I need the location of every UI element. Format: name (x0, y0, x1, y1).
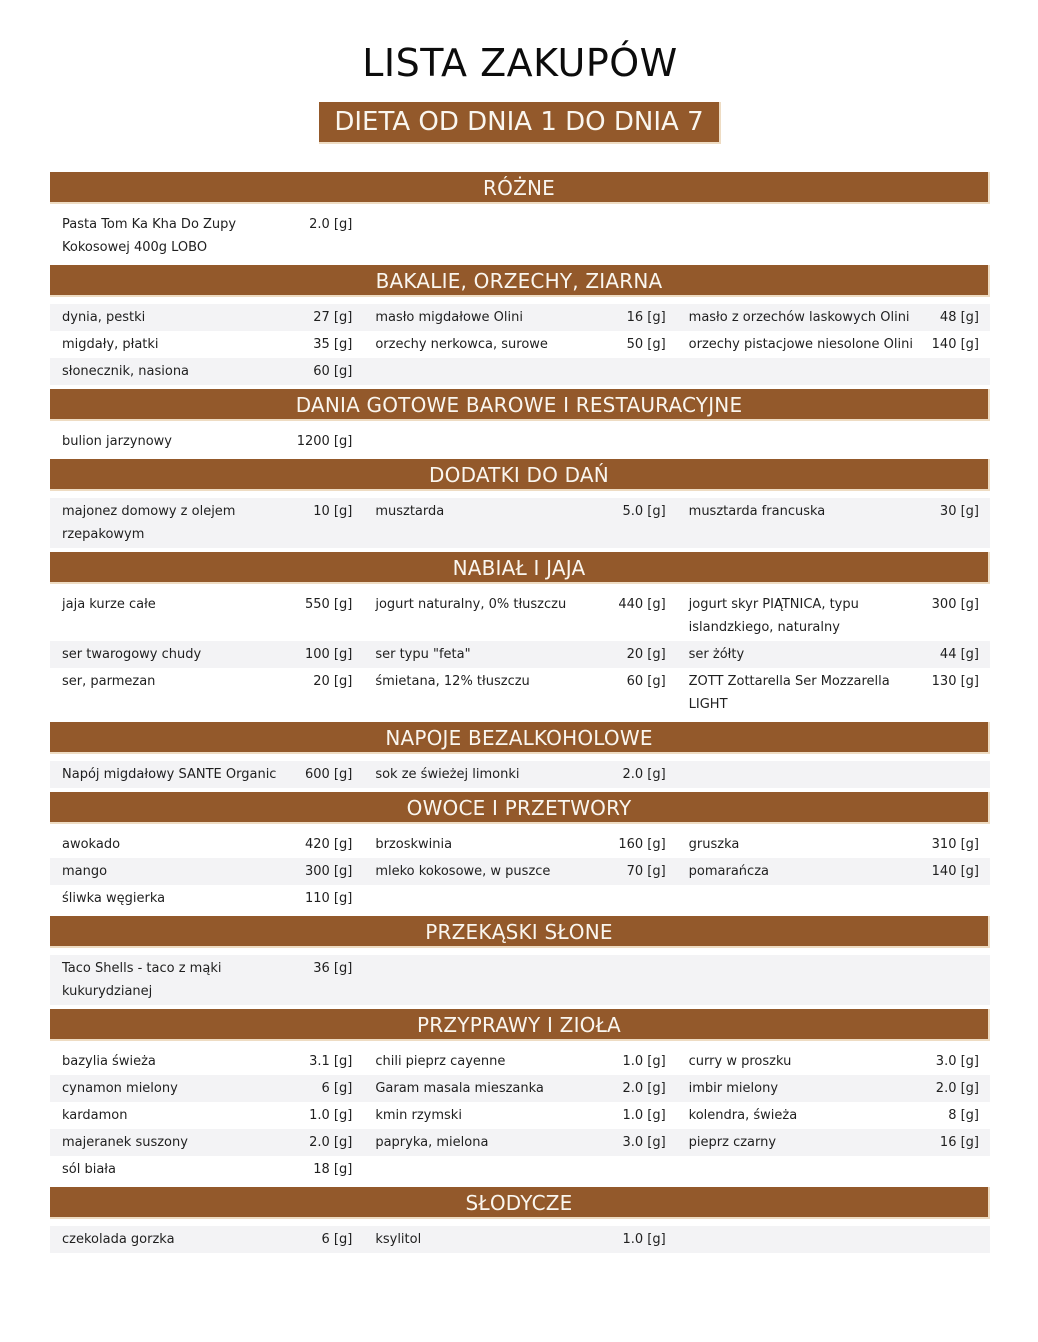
item-cell-empty (677, 887, 990, 910)
item-cell (363, 763, 676, 786)
item-cell (363, 1228, 676, 1251)
item-name: majeranek suszony (62, 1135, 188, 1150)
section-rows (50, 824, 990, 914)
item-cell (363, 1131, 676, 1154)
item-name: kmin rzymski (375, 1108, 462, 1123)
item-name: ser żółty (688, 647, 745, 662)
item-qty: 1.0 [g] (622, 1232, 666, 1247)
item-qty: 60 [g] (313, 364, 353, 379)
diet-banner-container (50, 102, 990, 144)
item-cell-empty (677, 213, 990, 259)
item-qty: 60 [g] (626, 674, 666, 689)
item-cell (50, 1077, 363, 1100)
item-name: ser, parmezan (62, 674, 156, 689)
item-cell-empty (363, 887, 676, 910)
item-qty: 18 [g] (313, 1162, 353, 1177)
item-cell (363, 860, 676, 883)
item-qty: 2.0 [g] (309, 217, 353, 232)
item-qty: 35 [g] (313, 337, 353, 352)
item-cell (677, 500, 990, 546)
item-qty: 6 [g] (321, 1081, 353, 1096)
section-header: NABIAŁ I JAJA (50, 552, 990, 584)
item-cell (677, 306, 990, 329)
item-name: masło migdałowe Olini (375, 310, 523, 325)
item-name: słonecznik, nasiona (62, 364, 190, 379)
item-name: kolendra, świeża (688, 1108, 798, 1123)
item-cell (363, 500, 676, 546)
item-cell-empty (677, 763, 990, 786)
section-rows (50, 297, 990, 387)
section-header: RÓŻNE (50, 172, 990, 204)
item-qty: 6 [g] (321, 1232, 353, 1247)
list-row (50, 591, 990, 641)
section-header: DANIA GOTOWE BAROWE I RESTAURACYJNE (50, 389, 990, 421)
section-header: BAKALIE, ORZECHY, ZIARNA (50, 265, 990, 297)
item-name: musztarda (375, 504, 445, 519)
section-9 (50, 1187, 990, 1255)
list-row (50, 1075, 990, 1102)
item-cell (50, 887, 363, 910)
section-rows (50, 754, 990, 790)
item-name: brzoskwinia (375, 837, 453, 852)
item-name: papryka, mielona (375, 1135, 489, 1150)
list-row (50, 211, 990, 261)
item-cell (363, 306, 676, 329)
item-qty: 2.0 [g] (935, 1081, 979, 1096)
item-name: Napój migdałowy SANTE Organic (62, 767, 277, 782)
item-name: cynamon mielony (62, 1081, 178, 1096)
item-qty: 140 [g] (931, 337, 979, 352)
item-cell-empty (677, 1228, 990, 1251)
list-row (50, 1226, 990, 1253)
item-qty: 140 [g] (931, 864, 979, 879)
item-qty: 5.0 [g] (622, 504, 666, 519)
item-name: masło z orzechów laskowych Olini (688, 310, 910, 325)
list-row (50, 304, 990, 331)
item-name: imbir mielony (688, 1081, 779, 1096)
item-qty: 20 [g] (313, 674, 353, 689)
item-cell (50, 643, 363, 666)
item-qty: 300 [g] (304, 864, 353, 879)
item-cell-empty (363, 957, 676, 1003)
item-cell-empty (363, 360, 676, 383)
section-rows (50, 421, 990, 457)
item-name: Garam masala mieszanka (375, 1081, 544, 1096)
item-cell (50, 593, 363, 639)
item-qty: 27 [g] (313, 310, 353, 325)
item-name: Taco Shells - taco z mąki kukurydzianej (62, 961, 222, 999)
item-cell-empty (677, 430, 990, 453)
item-cell (50, 1228, 363, 1251)
list-row (50, 761, 990, 788)
item-cell (50, 833, 363, 856)
section-rows (50, 204, 990, 263)
item-qty: 20 [g] (626, 647, 666, 662)
section-rows (50, 584, 990, 720)
list-row (50, 1102, 990, 1129)
item-name: awokado (62, 837, 121, 852)
item-cell (677, 1077, 990, 1100)
item-qty: 3.0 [g] (622, 1135, 666, 1150)
item-name: orzechy pistacjowe niesolone Olini (688, 337, 913, 352)
item-cell (677, 333, 990, 356)
list-row (50, 498, 990, 548)
section-header: SŁODYCZE (50, 1187, 990, 1219)
item-cell-empty (677, 360, 990, 383)
diet-banner: DIETA OD DNIA 1 DO DNIA 7 (319, 102, 720, 144)
item-cell (50, 860, 363, 883)
item-qty: 600 [g] (304, 767, 353, 782)
item-qty: 2.0 [g] (622, 1081, 666, 1096)
item-name: sok ze świeżej limonki (375, 767, 520, 782)
item-cell (677, 1104, 990, 1127)
list-row (50, 1048, 990, 1075)
item-cell (50, 500, 363, 546)
page-title: LISTA ZAKUPÓW (362, 41, 678, 85)
item-name: jogurt skyr PIĄTNICA, typu islandzkiego, naturalny (688, 597, 859, 635)
list-row (50, 641, 990, 668)
item-qty: 1.0 [g] (309, 1108, 353, 1123)
item-cell-empty (363, 213, 676, 259)
item-cell (363, 1077, 676, 1100)
section-header: DODATKI DO DAŃ (50, 459, 990, 491)
shopping-list (50, 172, 990, 1255)
item-qty: 1200 [g] (296, 434, 353, 449)
item-qty: 440 [g] (618, 597, 666, 612)
item-qty: 8 [g] (948, 1108, 979, 1123)
list-row (50, 428, 990, 455)
item-name: pomarańcza (688, 864, 769, 879)
list-row (50, 858, 990, 885)
item-qty: 2.0 [g] (622, 767, 666, 782)
item-cell (50, 1050, 363, 1073)
item-name: jaja kurze całe (62, 597, 156, 612)
list-row (50, 955, 990, 1005)
list-row (50, 331, 990, 358)
item-cell (363, 1104, 676, 1127)
item-cell (50, 1104, 363, 1127)
item-cell (677, 860, 990, 883)
section-rows (50, 1041, 990, 1185)
item-name: śliwka węgierka (62, 891, 166, 906)
section-6 (50, 792, 990, 914)
item-cell (363, 333, 676, 356)
item-cell (50, 430, 363, 453)
item-cell (677, 1131, 990, 1154)
section-rows (50, 1219, 990, 1255)
item-name: Pasta Tom Ka Kha Do Zupy Kokosowej 400g LOBO (62, 217, 237, 255)
item-cell (363, 643, 676, 666)
item-cell (50, 360, 363, 383)
item-cell (50, 306, 363, 329)
section-4 (50, 552, 990, 720)
list-row (50, 1129, 990, 1156)
item-name: śmietana, 12% tłuszczu (375, 674, 530, 689)
item-name: chili pieprz cayenne (375, 1054, 506, 1069)
item-cell (50, 670, 363, 716)
item-cell-empty (363, 1158, 676, 1181)
item-qty: 70 [g] (626, 864, 666, 879)
item-name: czekolada gorzka (62, 1232, 175, 1247)
item-qty: 3.1 [g] (309, 1054, 353, 1069)
item-qty: 1.0 [g] (622, 1108, 666, 1123)
list-row (50, 668, 990, 718)
item-cell (50, 213, 363, 259)
item-cell-empty (677, 1158, 990, 1181)
item-qty: 310 [g] (931, 837, 979, 852)
item-qty: 300 [g] (931, 597, 979, 612)
item-qty: 550 [g] (304, 597, 353, 612)
item-qty: 3.0 [g] (935, 1054, 979, 1069)
section-8 (50, 1009, 990, 1185)
item-cell (50, 1158, 363, 1181)
item-name: jogurt naturalny, 0% tłuszczu (375, 597, 567, 612)
section-1 (50, 265, 990, 387)
list-row (50, 831, 990, 858)
item-name: curry w proszku (688, 1054, 792, 1069)
item-name: majonez domowy z olejem rzepakowym (62, 504, 236, 542)
section-2 (50, 389, 990, 457)
item-cell (50, 763, 363, 786)
item-name: ser twarogowy chudy (62, 647, 202, 662)
item-name: orzechy nerkowca, surowe (375, 337, 548, 352)
item-qty: 160 [g] (618, 837, 666, 852)
item-name: kardamon (62, 1108, 128, 1123)
item-cell-empty (677, 957, 990, 1003)
item-name: mleko kokosowe, w puszce (375, 864, 551, 879)
item-qty: 44 [g] (939, 647, 979, 662)
item-cell (677, 593, 990, 639)
list-row (50, 358, 990, 385)
item-qty: 16 [g] (626, 310, 666, 325)
item-qty: 100 [g] (304, 647, 353, 662)
item-qty: 30 [g] (939, 504, 979, 519)
item-qty: 48 [g] (939, 310, 979, 325)
item-qty: 1.0 [g] (622, 1054, 666, 1069)
item-qty: 50 [g] (626, 337, 666, 352)
item-cell (677, 643, 990, 666)
section-header: OWOCE I PRZETWORY (50, 792, 990, 824)
item-cell (363, 1050, 676, 1073)
section-rows (50, 491, 990, 550)
item-qty: 10 [g] (313, 504, 353, 519)
section-header: NAPOJE BEZALKOHOLOWE (50, 722, 990, 754)
item-name: ser typu "feta" (375, 647, 471, 662)
section-5 (50, 722, 990, 790)
item-cell (677, 1050, 990, 1073)
item-cell (363, 593, 676, 639)
item-qty: 420 [g] (304, 837, 353, 852)
item-cell (363, 670, 676, 716)
item-name: bulion jarzynowy (62, 434, 172, 449)
item-name: musztarda francuska (688, 504, 826, 519)
list-row (50, 1156, 990, 1183)
item-qty: 36 [g] (313, 961, 353, 976)
section-rows (50, 948, 990, 1007)
item-name: migdały, płatki (62, 337, 159, 352)
section-7 (50, 916, 990, 1007)
item-qty: 2.0 [g] (309, 1135, 353, 1150)
item-name: ksylitol (375, 1232, 422, 1247)
item-cell (677, 670, 990, 716)
item-name: pieprz czarny (688, 1135, 777, 1150)
item-cell (677, 833, 990, 856)
item-cell (50, 333, 363, 356)
item-name: ZOTT Zottarella Ser Mozzarella LIGHT (688, 674, 890, 712)
item-name: mango (62, 864, 108, 879)
section-header: PRZYPRAWY I ZIOŁA (50, 1009, 990, 1041)
section-3 (50, 459, 990, 550)
item-cell (50, 1131, 363, 1154)
item-name: gruszka (688, 837, 740, 852)
item-cell (363, 833, 676, 856)
item-qty: 16 [g] (939, 1135, 979, 1150)
section-header: PRZEKĄSKI SŁONE (50, 916, 990, 948)
item-cell (50, 957, 363, 1003)
item-cell-empty (363, 430, 676, 453)
item-qty: 110 [g] (304, 891, 353, 906)
section-0 (50, 172, 990, 263)
list-row (50, 885, 990, 912)
item-qty: 130 [g] (931, 674, 979, 689)
item-name: sól biała (62, 1162, 116, 1177)
item-name: bazylia świeża (62, 1054, 156, 1069)
item-name: dynia, pestki (62, 310, 146, 325)
